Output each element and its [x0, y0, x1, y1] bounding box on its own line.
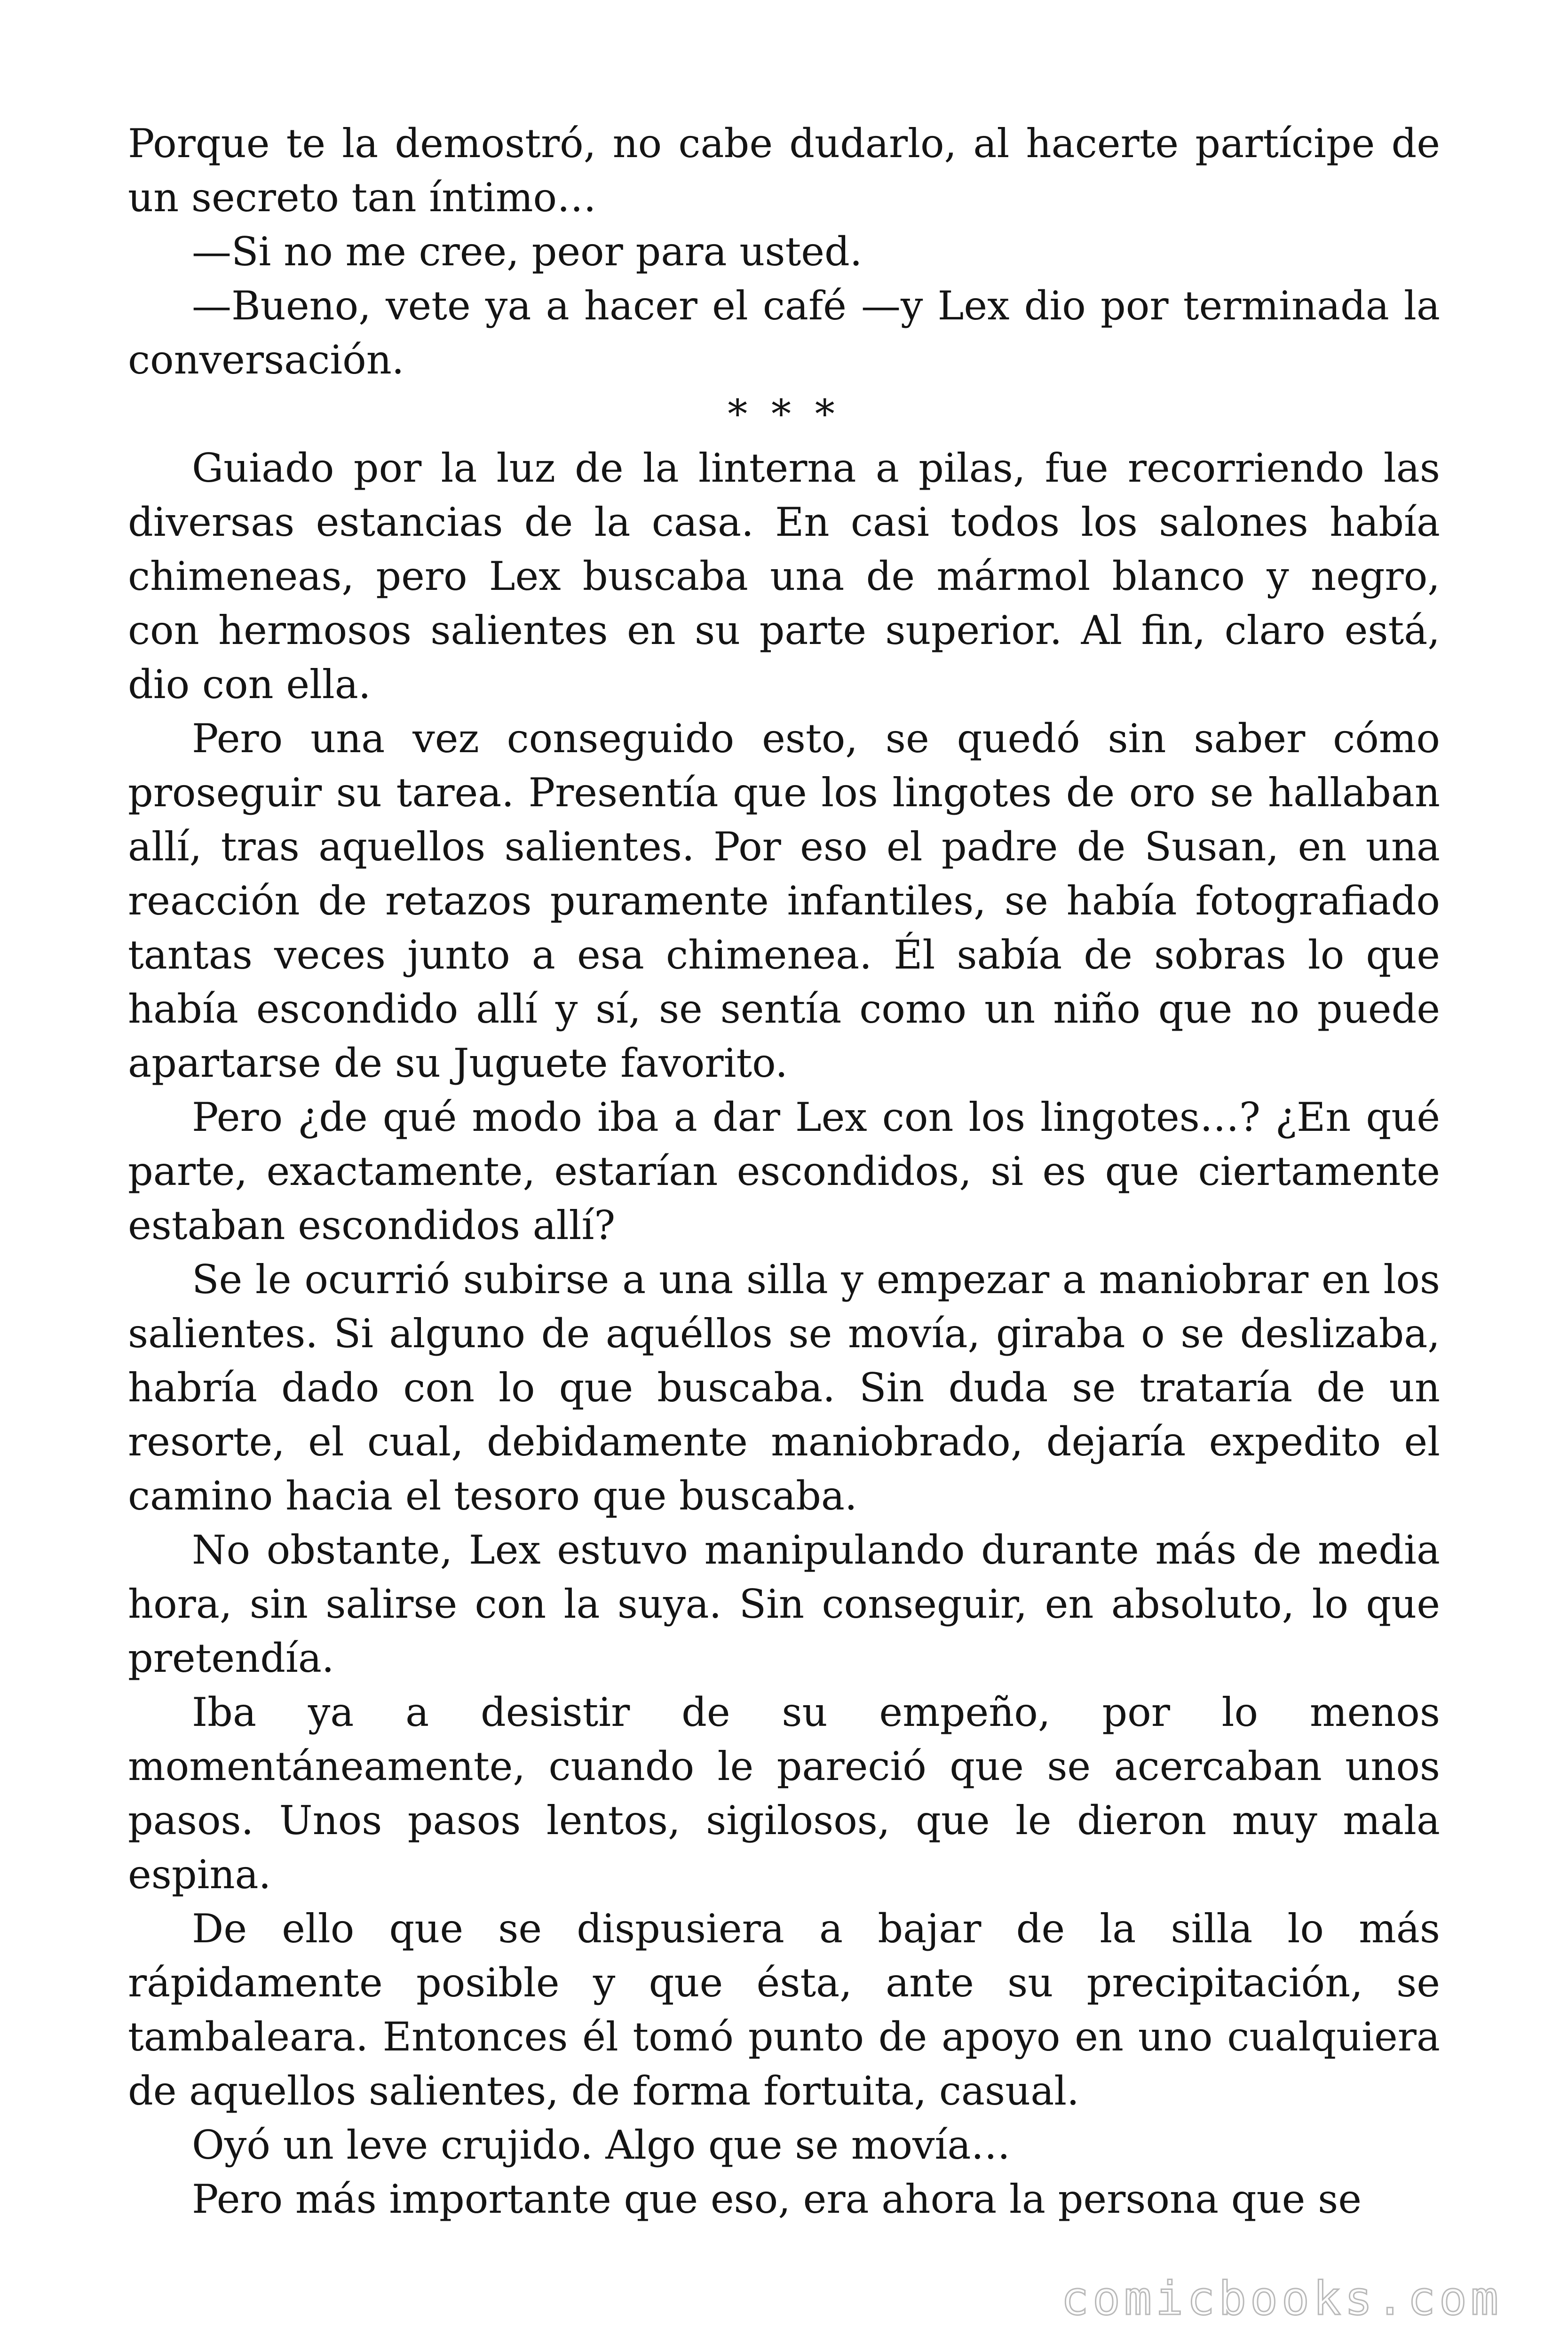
paragraph: Pero ¿de qué modo iba a dar Lex con los lingotes…? ¿En qué parte, exactamente, estarían escondidos, si es que ciertamente estaban escondidos allí? [128, 1094, 1440, 1248]
paragraph: Porque te la demostró, no cabe dudarlo, al hacerte partícipe de un secreto tan íntimo… [128, 120, 1440, 221]
paragraph: Pero una vez conseguido esto, se quedó sin saber cómo proseguir su tarea. Presentía que los lingotes de oro se hallaban allí, tras aquellos salientes. Por eso el padre de Susan, en una reacción de retazos puramente infantiles, se había fotografiado tantas veces junto a esa chimenea. Él sabía de sobras lo que había escondido allí y sí, se sentía como un niño que no puede apartarse de su Juguete favorito. [128, 715, 1440, 1086]
dialogue-line: —Bueno, vete ya a hacer el café —y Lex dio por terminada la conversación. [128, 283, 1440, 383]
paragraph: No obstante, Lex estuvo manipulando durante más de media hora, sin salirse con la suya. Sin conseguir, en absoluto, lo que pretendía. [128, 1527, 1440, 1681]
paragraph: Se le ocurrió subirse a una silla y empezar a maniobrar en los salientes. Si alguno de aquéllos se movía, giraba o se deslizaba, habría dado con lo que buscaba. Sin duda se trataría de un resorte, el cual, debidamente maniobrado, dejaría expedito el camino hacia el tesoro que buscaba. [128, 1256, 1440, 1519]
paragraph: De ello que se dispusiera a bajar de la silla lo más rápidamente posible y que ésta, ante su precipitación, se tambaleara. Entonces él tomó punto de apoyo en uno cualquiera de aquellos salientes, de forma fortuita, casual. [128, 1906, 1440, 2114]
dialogue-line: —Si no me cree, peor para usted. [192, 229, 863, 275]
watermark: comicbooks.com [1061, 2272, 1502, 2326]
paragraph: Iba ya a desistir de su empeño, por lo menos momentáneamente, cuando le pareció que se acercaban unos pasos. Unos pasos lentos, sigilosos, que le dieron muy mala espina. [128, 1689, 1440, 1898]
section-separator: * * * [728, 391, 840, 437]
paragraph: Oyó un leve crujido. Algo que se movía… [192, 2122, 1011, 2168]
book-page [128, 117, 1440, 2226]
paragraph: Pero más importante que eso, era ahora la persona que se [192, 2176, 1362, 2222]
paragraph: Guiado por la luz de la linterna a pilas, fue recorriendo las diversas estancias de la casa. En casi todos los salones había chimeneas, pero Lex buscaba una de mármol blanco y negro, con hermosos salientes en su parte superior. Al fin, claro está, dio con ella. [128, 445, 1440, 707]
